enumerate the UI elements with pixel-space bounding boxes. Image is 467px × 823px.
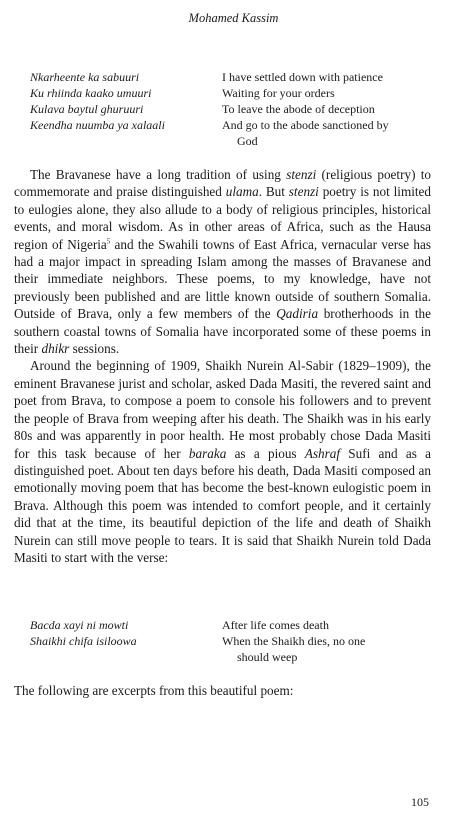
text-run: sessions. xyxy=(69,341,120,357)
verse-translation-continuation: should weep xyxy=(237,650,298,664)
text-run: The Bravanese have a long tradition of using xyxy=(30,167,287,182)
text-run: . But xyxy=(258,184,289,200)
verse-original: Kulava baytul ghuruuri xyxy=(30,102,144,116)
text-run: and the Swahili towns of East Africa, vernacular verse has had a major impact in spreading Islam among the masses of Bravanese and their immediate neighbors. These poems, to my knowledge, have not previously been published and are little known outside of southern Somalia. Outside of Brava, only a few members of the xyxy=(14,236,432,322)
verse-translation: I have settled down with patience xyxy=(222,70,383,84)
verse-translation-continuation: God xyxy=(237,134,258,148)
verse-original: Nkarheente ka sabuuri xyxy=(30,70,140,84)
verse-line xyxy=(30,101,430,117)
paragraph-2 xyxy=(14,357,431,566)
italic-term: stenzi xyxy=(288,184,319,200)
verse-translation: When the Shaikh dies, no one xyxy=(222,634,366,648)
closing-line: The following are excerpts from this beautiful poem: xyxy=(14,683,294,698)
text-run: brotherhoods in the southern coastal towns of Somalia have incorporated some of these poems in their xyxy=(14,306,431,357)
verse-translation: After life comes death xyxy=(222,618,329,632)
verse-translation: And go to the abode sanctioned by xyxy=(222,118,389,132)
verse-translation: Waiting for your orders xyxy=(222,86,335,100)
running-header: Mohamed Kassim xyxy=(188,11,279,25)
paragraph-1 xyxy=(14,166,431,357)
text-run: poetry is not limited to eulogies alone, they also allude to a body of religious principles, historical events, and moral wisdom. As in other areas of Africa, such as the Hausa region of Nigeria xyxy=(14,184,431,252)
text-run: (religious poetry) to commemorate and praise distinguished xyxy=(14,167,432,200)
body-text xyxy=(14,166,431,566)
verse-original: Shaikhi chifa isiloowa xyxy=(30,634,137,648)
italic-term: dhikr xyxy=(41,341,70,357)
italic-term: baraka xyxy=(188,445,227,461)
verse-line-continuation xyxy=(30,133,430,149)
verse-translation: To leave the abode of deception xyxy=(222,102,375,116)
italic-term: stenzi xyxy=(286,167,317,182)
verse-line xyxy=(30,85,430,101)
footnote-marker: 5 xyxy=(106,237,111,246)
italic-term: ulama xyxy=(225,184,259,200)
verse-original: Bacda xayi ni mowti xyxy=(30,618,129,632)
verse-line xyxy=(30,69,430,85)
verse-block-1 xyxy=(30,69,430,149)
text-run: as a pious xyxy=(226,445,305,461)
verse-line xyxy=(30,633,430,649)
text-run: Around the beginning of 1909, Shaikh Nurein Al-Sabir (1829–1909), the eminent Bravanese jurist and scholar, asked Dada Masiti, the revered saint and poet from Brava, to compose a poem to console his followers and to prevent the people of Brava from weeping after his death. The Shaikh was in his early 80s and was apparently in poor health. He most probably chose Dada Masiti for this task because of her xyxy=(14,358,431,461)
italic-term: Ashraf xyxy=(304,445,341,461)
verse-line xyxy=(30,617,430,633)
verse-block-2 xyxy=(30,617,430,665)
verse-original: Ku rhiinda kaako umuuri xyxy=(30,86,152,100)
verse-spacer xyxy=(30,133,222,149)
italic-term: Qadiria xyxy=(276,306,319,322)
verse-line-continuation xyxy=(30,649,430,665)
text-run: Sufi and as a distinguished poet. About ten days before his death, Dada Masiti composed an emotionally moving poem that has become the best-known eulogistic poem in Brava. Although this poem was intended to comfort people, and it certainly did that at the time, its beautiful depiction of the life and death of Shaikh Nurein can still move people to tears. It is said that Shaikh Nurein told Dada Masiti to start with the verse: xyxy=(14,445,431,565)
verse-original: Keendha nuumba ya xalaali xyxy=(30,118,165,132)
page-number: 105 xyxy=(411,795,429,809)
verse-line xyxy=(30,117,430,133)
verse-spacer xyxy=(30,649,222,665)
